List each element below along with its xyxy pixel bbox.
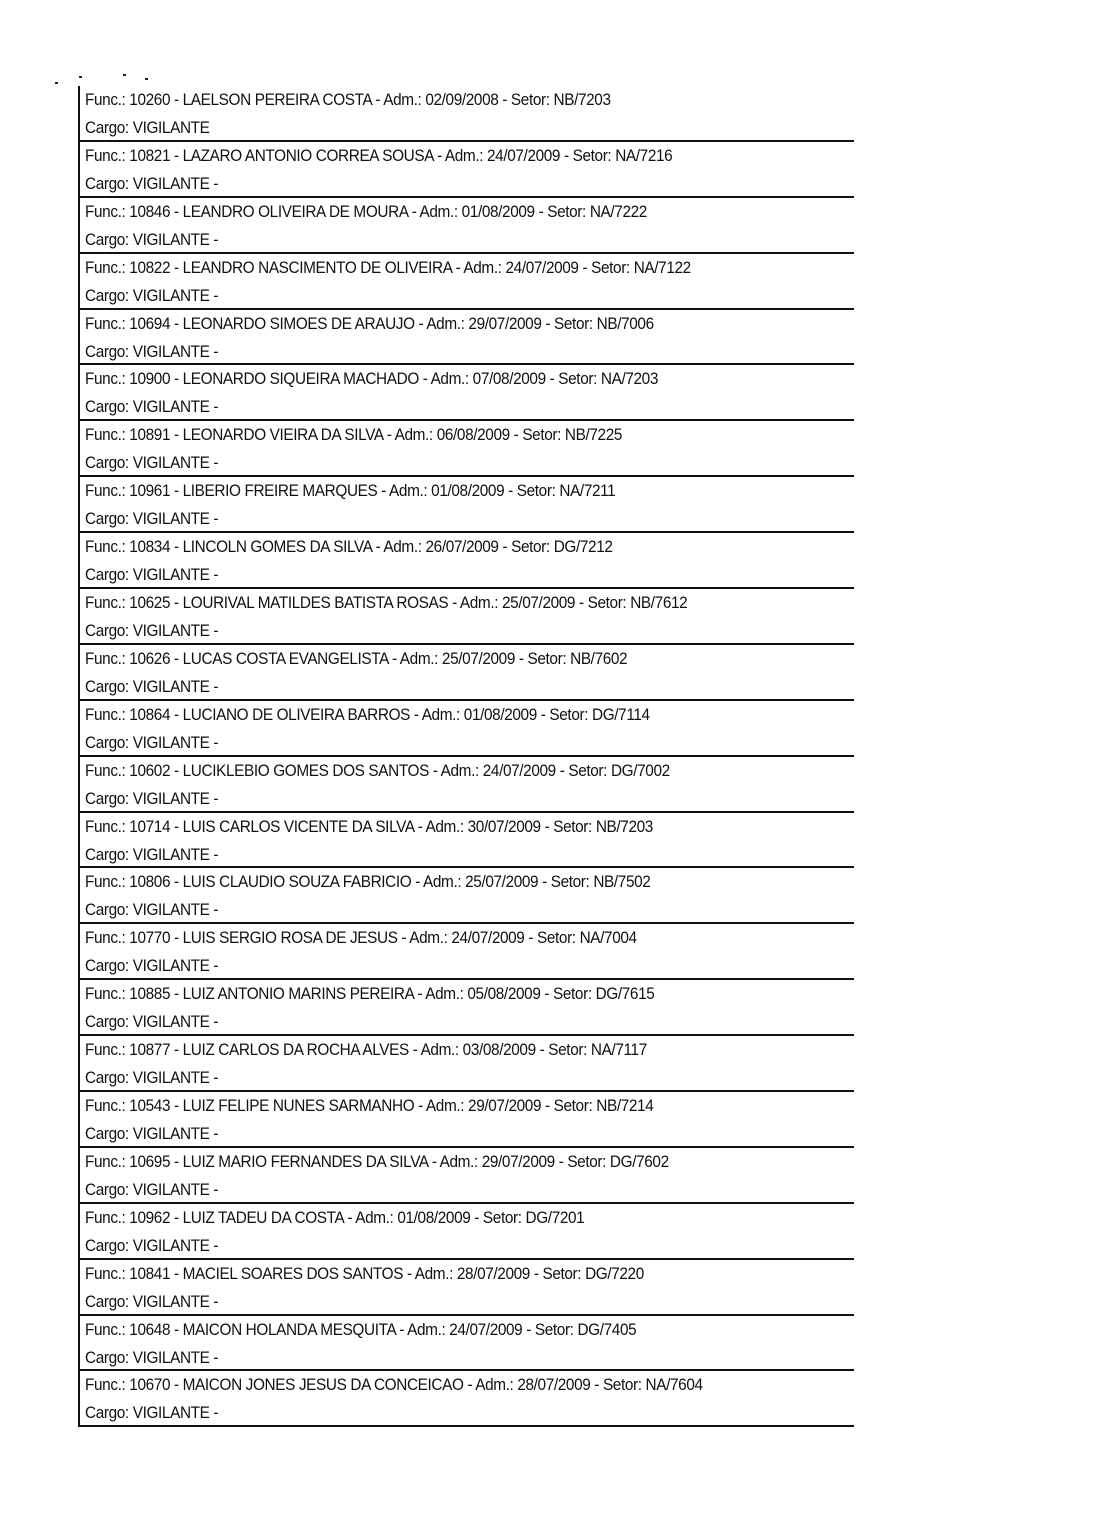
employee-entry bbox=[80, 757, 854, 813]
employee-func-line: Func.: 10885 - LUIZ ANTONIO MARINS PEREIRA - Adm.: 05/08/2009 - Setor: DG/7615 bbox=[85, 985, 655, 1004]
employee-entry bbox=[80, 980, 854, 1036]
employee-entry bbox=[80, 645, 854, 701]
employee-entry bbox=[80, 1316, 854, 1372]
employee-cargo-line: Cargo: VIGILANTE - bbox=[85, 566, 219, 585]
employee-func-line: Func.: 10694 - LEONARDO SIMOES DE ARAUJO - Adm.: 29/07/2009 - Setor: NB/7006 bbox=[85, 314, 654, 333]
employee-func-line: Func.: 10714 - LUIS CARLOS VICENTE DA SILVA - Adm.: 30/07/2009 - Setor: NB/7203 bbox=[85, 817, 653, 836]
employee-cargo-line: Cargo: VIGILANTE - bbox=[85, 1236, 219, 1255]
employee-entry bbox=[80, 310, 854, 366]
employee-entry bbox=[80, 813, 854, 869]
employee-entry bbox=[80, 1260, 854, 1316]
employee-entry bbox=[80, 924, 854, 980]
employee-func-line: Func.: 10770 - LUIS SERGIO ROSA DE JESUS - Adm.: 24/07/2009 - Setor: NA/7004 bbox=[85, 929, 637, 948]
employee-entry bbox=[80, 198, 854, 254]
employee-cargo-line: Cargo: VIGILANTE - bbox=[85, 901, 219, 920]
employee-cargo-line: Cargo: VIGILANTE - bbox=[85, 398, 219, 417]
employee-func-line: Func.: 10260 - LAELSON PEREIRA COSTA - Adm.: 02/09/2008 - Setor: NB/7203 bbox=[85, 91, 611, 109]
employee-func-line: Func.: 10891 - LEONARDO VIEIRA DA SILVA - Adm.: 06/08/2009 - Setor: NB/7225 bbox=[85, 426, 623, 445]
employee-entry bbox=[80, 1148, 854, 1204]
employee-func-line: Func.: 10648 - MAICON HOLANDA MESQUITA - Adm.: 24/07/2009 - Setor: DG/7405 bbox=[85, 1320, 637, 1339]
employee-func-line: Func.: 10846 - LEANDRO OLIVEIRA DE MOURA - Adm.: 01/08/2009 - Setor: NA/7222 bbox=[85, 202, 647, 221]
employee-func-line: Func.: 10841 - MACIEL SOARES DOS SANTOS - Adm.: 28/07/2009 - Setor: DG/7220 bbox=[85, 1264, 644, 1283]
employee-func-line: Func.: 10962 - LUIZ TADEU DA COSTA - Adm.: 01/08/2009 - Setor: DG/7201 bbox=[85, 1208, 585, 1227]
employee-cargo-line: Cargo: VIGILANTE - bbox=[85, 1013, 219, 1032]
employee-func-line: Func.: 10602 - LUCIKLEBIO GOMES DOS SANTOS - Adm.: 24/07/2009 - Setor: DG/7002 bbox=[85, 761, 670, 780]
employee-cargo-line: Cargo: VIGILANTE - bbox=[85, 622, 219, 641]
employee-entry bbox=[80, 533, 854, 589]
employee-func-line: Func.: 10864 - LUCIANO DE OLIVEIRA BARROS - Adm.: 01/08/2009 - Setor: DG/7114 bbox=[85, 705, 650, 724]
employee-entry bbox=[80, 1371, 854, 1427]
employee-cargo-line: Cargo: VIGILANTE - bbox=[85, 174, 219, 193]
employee-entry bbox=[80, 86, 854, 142]
employee-roster bbox=[78, 86, 854, 1427]
employee-cargo-line: Cargo: VIGILANTE - bbox=[85, 845, 219, 864]
employee-func-line: Func.: 10695 - LUIZ MARIO FERNANDES DA SILVA - Adm.: 29/07/2009 - Setor: DG/7602 bbox=[85, 1152, 669, 1171]
employee-cargo-line: Cargo: VIGILANTE - bbox=[85, 230, 219, 249]
employee-cargo-line: Cargo: VIGILANTE - bbox=[85, 510, 219, 529]
employee-func-line: Func.: 10961 - LIBERIO FREIRE MARQUES - Adm.: 01/08/2009 - Setor: NA/7211 bbox=[85, 482, 616, 501]
employee-func-line: Func.: 10821 - LAZARO ANTONIO CORREA SOUSA - Adm.: 24/07/2009 - Setor: NA/7216 bbox=[85, 146, 673, 165]
employee-entry bbox=[80, 142, 854, 198]
employee-entry bbox=[80, 1036, 854, 1092]
employee-cargo-line: Cargo: VIGILANTE - bbox=[85, 1404, 219, 1423]
employee-cargo-line: Cargo: VIGILANTE - bbox=[85, 1180, 219, 1199]
employee-entry bbox=[80, 1092, 854, 1148]
employee-cargo-line: Cargo: VIGILANTE - bbox=[85, 1069, 219, 1088]
employee-func-line: Func.: 10543 - LUIZ FELIPE NUNES SARMANHO - Adm.: 29/07/2009 - Setor: NB/7214 bbox=[85, 1097, 654, 1116]
employee-cargo-line: Cargo: VIGILANTE - bbox=[85, 1292, 219, 1311]
employee-entry bbox=[80, 589, 854, 645]
employee-func-line: Func.: 10806 - LUIS CLAUDIO SOUZA FABRICIO - Adm.: 25/07/2009 - Setor: NB/7502 bbox=[85, 873, 651, 892]
employee-func-line: Func.: 10670 - MAICON JONES JESUS DA CONCEICAO - Adm.: 28/07/2009 - Setor: NA/7604 bbox=[85, 1376, 703, 1395]
employee-cargo-line: Cargo: VIGILANTE - bbox=[85, 677, 219, 696]
employee-func-line: Func.: 10834 - LINCOLN GOMES DA SILVA - Adm.: 26/07/2009 - Setor: DG/7212 bbox=[85, 538, 613, 557]
employee-cargo-line: Cargo: VIGILANTE - bbox=[85, 286, 219, 305]
employee-func-line: Func.: 10877 - LUIZ CARLOS DA ROCHA ALVES - Adm.: 03/08/2009 - Setor: NA/7117 bbox=[85, 1041, 647, 1060]
employee-func-line: Func.: 10822 - LEANDRO NASCIMENTO DE OLIVEIRA - Adm.: 24/07/2009 - Setor: NA/7122 bbox=[85, 258, 691, 277]
employee-entry bbox=[80, 1204, 854, 1260]
employee-entry bbox=[80, 254, 854, 310]
employee-cargo-line: Cargo: VIGILANTE - bbox=[85, 1348, 219, 1367]
employee-cargo-line: Cargo: VIGILANTE - bbox=[85, 733, 219, 752]
employee-cargo-line: Cargo: VIGILANTE - bbox=[85, 957, 219, 976]
employee-func-line: Func.: 10900 - LEONARDO SIQUEIRA MACHADO - Adm.: 07/08/2009 - Setor: NA/7203 bbox=[85, 370, 658, 389]
employee-cargo-line: Cargo: VIGILANTE bbox=[85, 119, 210, 137]
employee-func-line: Func.: 10625 - LOURIVAL MATILDES BATISTA ROSAS - Adm.: 25/07/2009 - Setor: NB/7612 bbox=[85, 594, 688, 613]
employee-entry bbox=[80, 701, 854, 757]
employee-cargo-line: Cargo: VIGILANTE - bbox=[85, 454, 219, 473]
employee-entry bbox=[80, 868, 854, 924]
employee-cargo-line: Cargo: VIGILANTE - bbox=[85, 1125, 219, 1144]
employee-entry bbox=[80, 421, 854, 477]
employee-func-line: Func.: 10626 - LUCAS COSTA EVANGELISTA - Adm.: 25/07/2009 - Setor: NB/7602 bbox=[85, 649, 628, 668]
employee-entry bbox=[80, 477, 854, 533]
employee-cargo-line: Cargo: VIGILANTE - bbox=[85, 789, 219, 808]
employee-cargo-line: Cargo: VIGILANTE - bbox=[85, 342, 219, 361]
employee-entry bbox=[80, 365, 854, 421]
scan-specks bbox=[55, 72, 175, 86]
